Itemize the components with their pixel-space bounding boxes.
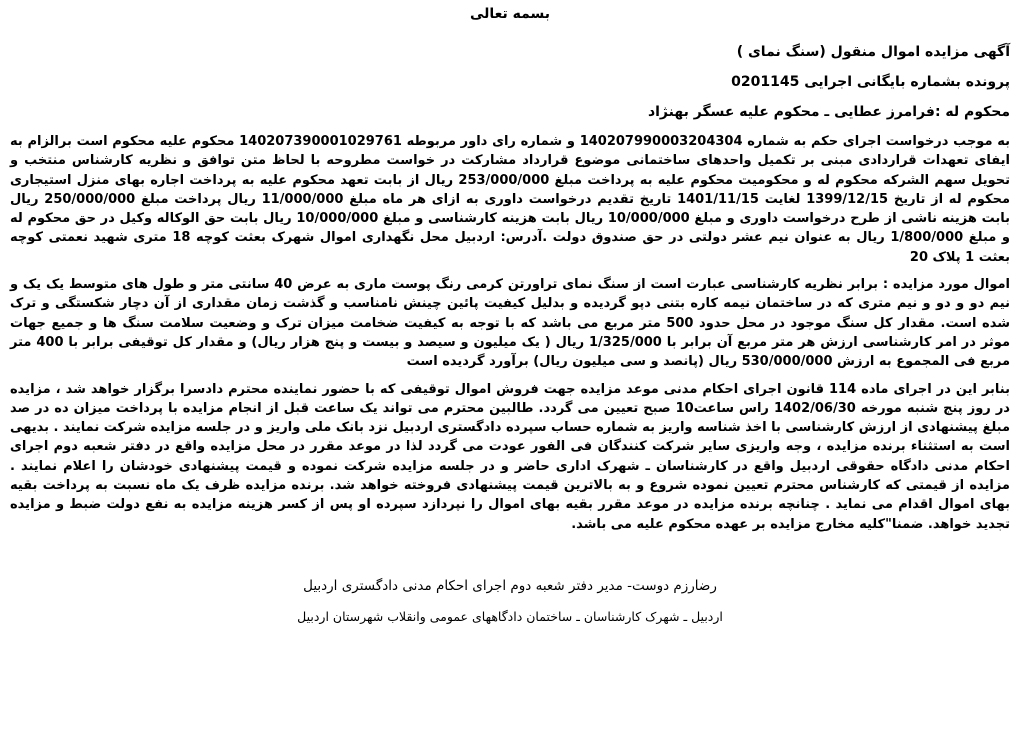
auction-terms-paragraph: بنابر این در اجرای ماده 114 قانون اجرای احکام مدنی موعد مزایده جهت فروش اموال توقیفی که با حضور نماینده محترم دادسرا برگزار خواهد شد ، مزایده در روز پنج شنبه مورخه 1402/06/30 راس ساعت10 صبح تعیین می گردد. طالبین محترم می تواند یک ساعت قبل از انجام مزایده با پرداخت میزان ده در صد مبلغ پیشنهادی از ارزش کارشناسی با اخذ شناسه واریز به شماره حساب سپرده دادگستری اردبیل نزد بانک ملی واریز و در جلسه مزایده شرکت نمایند . بدیهی است به استثناء برنده مزایده ، وجه واریزی سایر شرکت کنندگان فی الفور عودت می گردد لذا در موعد مقرر در محل مزایده واقع در دفتر شعبه دوم اجرای احکام مدنی دادگاه حقوقی اردبیل واقع در کارشناسان ـ شهرک اداری حاضر و در جلسه مزایده شرکت نموده و قیمت پیشنهادی خودشان را اعلام نمایند . مزایده از قیمتی که کارشناس محترم تعیین نموده شروع و به بالاترین قیمت پیشنهادی فروخته خواهد شد. برنده مزایده ظرف یک ماه نسبت به پرداخت بقیه بهای اموال اقدام می نماید . چنانچه برنده مزایده در موعد مقرر بقیه بهای اموال را نپردازد سپرده او پس از کسر هزینه مزایده به نفع دولت ضبط و مزایده تجدید خواهد. ضمنا"کلیه مخارج مزایده بر عهده محکوم علیه می باشد. — [10, 381, 1010, 532]
parties-line: محکوم له :فرامرز عطایی ـ محکوم علیه عسگر بهنژاد — [647, 104, 1010, 120]
basmala-heading: بسمه تعالی — [469, 6, 551, 22]
file-number: پرونده بشماره بایگانی اجرایی 0201145 — [731, 74, 1010, 90]
court-address: اردبیل ـ شهرک کارشناسان ـ ساختمان دادگاههای عمومی وانقلاب شهرستان اردبیل — [297, 608, 723, 624]
signature-line: رضارزم دوست- مدیر دفتر شعبه دوم اجرای احکام مدنی دادگستری اردبیل — [303, 577, 717, 594]
execution-request-paragraph: به موجب درخواست اجرای حکم به شماره 140207990003204304 و شماره رای داور مربوطه 140207390001029761 محکوم علیه محکوم است برالزام به ایفای تعهدات قراردادی مبنی بر تکمیل واحدهای ساختمانی موضوع قرارداد مشارکت در خواست مطروحه با لحاظ متن توافق و نظریه کارشناس منتخب و تحویل سهم الشرکه محکوم له و محکومیت محکوم علیه به پرداخت مبلغ 253/000/000 ریال از بابت تعهد محکوم علیه به پرداخت اجاره بهای منزل استیجاری محکوم له از تاریخ 1399/12/15 لغایت 1401/11/15 تاریخ تقدیم درخواست داوری به ازای هر ماه مبلغ 11/000/000 ریال پرداخت مبلغ 250/000/000 ریال بابت هزینه ناشی از طرح درخواست داوری و مبلغ 10/000/000 ریال بابت هزینه کارشناسی و مبلغ 10/000/000 ریال بابت حق الوکاله وکیل در حق محکوم له و مبلغ 1/800/000 ریال به عنوان نیم عشر دولتی در حق صندوق دولت .آدرس: اردبیل محل نگهداری اموال شهرک بعثت کوچه 18 متری شهید نعمتی کوچه بعثت 1 پلاک 20 — [10, 134, 1011, 265]
auction-items-paragraph: اموال مورد مزایده : برابر نظریه کارشناسی عبارت است از سنگ نمای تراورتن کرمی رنگ پوست ماری به عرض 40 سانتی متر و طول های متوسط یک یک و نیم دو و دو و نیم متری که در ساختمان نیمه کاره بتنی دپو گردیده و بدلیل کیفیت پائین چینش نامناسب و گذشت زمان مقداری از آن دچار شکستگی و ترک شده است. مقدار کل سنگ موجود در محل حدود 500 متر مربع می باشد که با توجه به کیفیت ضخامت میزان ترک و وضعیت سلامت سنگ ها و جمیع جهات موثر در امر کارشناسی ارزش هر متر مربع آن برابر با 1/325/000 ریال ( یک میلیون و سیصد و بیست و پنج هزار ریال) و مقدار کل توقیفی برابر با 400 متر مربع فی المجموع به ارزش 530/000/000 ریال (پانصد و سی میلیون ریال) برآورد گردیده است — [10, 277, 1011, 370]
notice-title: آگهی مزایده اموال منقول (سنگ نمای ) — [736, 44, 1010, 60]
